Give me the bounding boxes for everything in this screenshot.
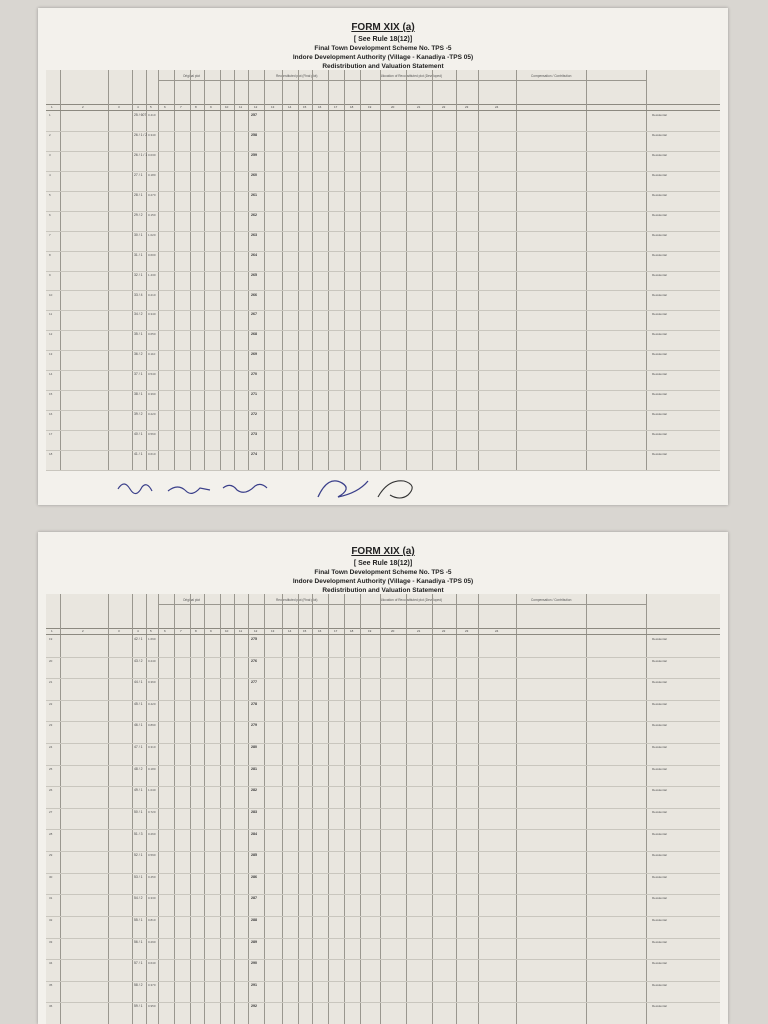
column-number: 14 <box>288 105 292 109</box>
column-number: 18 <box>350 629 354 633</box>
survey-number-cell: 44 / 1 <box>134 680 143 685</box>
column-number: 23 <box>465 629 469 633</box>
column-number: 6 <box>164 105 166 109</box>
table-row <box>46 700 720 723</box>
survey-number-cell: 26 / 1 / 2 <box>134 132 148 137</box>
serial-number-cell: 17 <box>49 432 53 437</box>
survey-number-cell: 49 / 1 <box>134 788 143 793</box>
survey-number-cell: 32 / 1 <box>134 272 143 277</box>
serial-number-cell: 11 <box>49 312 53 317</box>
area-cell: 0.220 <box>148 412 156 417</box>
final-plot-number-cell: 277 <box>251 680 257 685</box>
form-title: FORM XIX (a) <box>351 22 415 33</box>
serial-number-cell: 26 <box>49 788 53 793</box>
serial-number-cell: 5 <box>49 192 51 197</box>
area-cell: 0.640 <box>148 961 156 966</box>
column-number: 1 <box>51 629 53 633</box>
survey-number-cell: 56 / 1 <box>134 939 143 944</box>
serial-number-cell: 25 <box>49 766 53 771</box>
land-use-cell: Residential <box>652 680 667 685</box>
land-use-cell: Residential <box>652 917 667 922</box>
final-plot-number-cell: 264 <box>251 252 257 257</box>
redistribution-table <box>46 70 720 470</box>
final-plot-number-cell: 290 <box>251 961 257 966</box>
area-cell: 0.270 <box>148 192 156 197</box>
area-cell: 0.370 <box>148 982 156 987</box>
survey-number-cell: 53 / 1 <box>134 874 143 879</box>
area-cell: 0.610 <box>148 452 156 457</box>
survey-number-cell: 39 / 2 <box>134 412 143 417</box>
land-use-cell: Residential <box>652 452 667 457</box>
land-use-cell: Residential <box>652 745 667 750</box>
land-use-cell: Residential <box>652 982 667 987</box>
column-number: 11 <box>239 629 243 633</box>
table-row <box>46 450 720 471</box>
survey-number-cell: 41 / 1 <box>134 452 143 457</box>
land-use-cell: Residential <box>652 701 667 706</box>
column-number: 5 <box>150 105 152 109</box>
scheme-name: Final Town Development Scheme No. TPS -5 <box>314 45 452 52</box>
area-cell: 0.650 <box>148 332 156 337</box>
table-row <box>46 330 720 351</box>
column-number: 16 <box>318 629 322 633</box>
area-cell: 1.040 <box>148 788 156 793</box>
serial-number-cell: 28 <box>49 831 53 836</box>
column-number-row <box>46 104 720 111</box>
column-number: 1 <box>51 105 53 109</box>
survey-number-cell: 52 / 1 <box>134 853 143 858</box>
land-use-cell: Residential <box>652 788 667 793</box>
group-header-original: Original plot <box>183 74 201 78</box>
area-cell: 0.310 <box>148 745 156 750</box>
table-row <box>46 743 720 766</box>
column-number: 15 <box>303 105 307 109</box>
form-title: FORM XIX (a) <box>351 546 415 557</box>
authority-name: Indore Development Authority (Village - Kanadiya -TPS 05) <box>292 54 474 61</box>
column-number-row <box>46 628 720 635</box>
group-header-reconstituted: Reconstituted plot (Final plot) <box>276 74 318 78</box>
group-header-original: Original plot <box>183 598 201 602</box>
land-use-cell: Residential <box>652 412 667 417</box>
survey-number-cell: 48 / 2 <box>134 766 143 771</box>
column-number: 20 <box>391 629 395 633</box>
table-row <box>46 1002 720 1024</box>
column-number: 14 <box>288 629 292 633</box>
column-number: 2 <box>82 105 84 109</box>
final-plot-number-cell: 265 <box>251 272 257 277</box>
column-number: 22 <box>442 105 446 109</box>
group-header-reconstituted: Reconstituted plot (Final plot) <box>276 598 318 602</box>
area-cell: 0.410 <box>148 113 156 117</box>
final-plot-number-cell: 282 <box>251 788 257 793</box>
survey-number-cell: 59 / 1 <box>134 1004 143 1009</box>
serial-number-cell: 10 <box>49 292 53 297</box>
column-number: 3 <box>118 629 120 633</box>
final-plot-number-cell: 271 <box>251 392 257 397</box>
area-cell: 0.210 <box>148 292 156 297</box>
final-plot-number-cell: 266 <box>251 292 257 297</box>
serial-number-cell: 19 <box>49 637 53 641</box>
land-use-cell: Residential <box>652 939 667 944</box>
table-row <box>46 894 720 917</box>
column-number: 10 <box>225 629 229 633</box>
column-number: 8 <box>195 629 197 633</box>
column-number: 12 <box>254 105 258 109</box>
survey-number-cell: 58 / 2 <box>134 982 143 987</box>
serial-number-cell: 6 <box>49 212 51 217</box>
serial-number-cell: 29 <box>49 853 53 858</box>
land-use-cell: Residential <box>652 766 667 771</box>
group-header-allocation: Allocation of Reconstituted plot (Developed) <box>380 74 443 78</box>
column-number: 21 <box>417 629 421 633</box>
land-use-cell: Residential <box>652 212 667 217</box>
serial-number-cell: 7 <box>49 232 51 237</box>
column-number: 13 <box>271 105 275 109</box>
area-cell: 0.890 <box>148 723 156 728</box>
land-use-cell: Residential <box>652 809 667 814</box>
column-number: 21 <box>417 105 421 109</box>
table-row <box>46 657 720 680</box>
serial-number-cell: 27 <box>49 809 53 814</box>
serial-number-cell: 1 <box>49 113 51 117</box>
land-use-cell: Residential <box>652 312 667 317</box>
table-row <box>46 430 720 451</box>
land-use-cell: Residential <box>652 658 667 663</box>
serial-number-cell: 33 <box>49 939 53 944</box>
table-row <box>46 191 720 212</box>
table-row <box>46 271 720 292</box>
land-use-cell: Residential <box>652 172 667 177</box>
serial-number-cell: 32 <box>49 917 53 922</box>
column-number: 11 <box>239 105 243 109</box>
area-cell: 0.110 <box>148 352 156 357</box>
survey-number-cell: 26 / 1 / 1 <box>134 152 148 157</box>
final-plot-number-cell: 270 <box>251 372 257 377</box>
final-plot-number-cell: 292 <box>251 1004 257 1009</box>
final-plot-number-cell: 286 <box>251 874 257 879</box>
table-row <box>46 310 720 331</box>
survey-number-cell: 42 / 1 <box>134 637 143 641</box>
land-use-cell: Residential <box>652 961 667 966</box>
final-plot-number-cell: 267 <box>251 312 257 317</box>
survey-number-cell: 27 / 1 <box>134 172 143 177</box>
column-number: 5 <box>150 629 152 633</box>
survey-number-cell: 28 / 1 <box>134 192 143 197</box>
final-plot-number-cell: 258 <box>251 132 257 137</box>
survey-number-cell: 45 / 1 <box>134 701 143 706</box>
column-number: 17 <box>334 629 338 633</box>
area-cell: 0.030 <box>148 152 156 157</box>
area-cell: 0.240 <box>148 658 156 663</box>
table-row <box>46 410 720 431</box>
table-row <box>46 131 720 152</box>
serial-number-cell: 9 <box>49 272 51 277</box>
survey-number-cell: 33 / 4 <box>134 292 143 297</box>
land-use-cell: Residential <box>652 723 667 728</box>
land-use-cell: Residential <box>652 192 667 197</box>
area-cell: 1.690 <box>148 637 156 641</box>
table-row <box>46 211 720 232</box>
table-row <box>46 981 720 1004</box>
survey-number-cell: 57 / 1 <box>134 961 143 966</box>
table-row <box>46 251 720 272</box>
area-cell: 0.340 <box>148 132 156 137</box>
area-cell: 0.260 <box>148 831 156 836</box>
final-plot-number-cell: 276 <box>251 658 257 663</box>
column-number: 9 <box>210 105 212 109</box>
survey-number-cell: 31 / 1 <box>134 252 143 257</box>
table-row <box>46 916 720 939</box>
area-cell: 0.720 <box>148 809 156 814</box>
area-cell: 0.150 <box>148 212 156 217</box>
table-row <box>46 370 720 391</box>
final-plot-number-cell: 287 <box>251 896 257 901</box>
column-number: 4 <box>137 629 139 633</box>
column-number: 20 <box>391 105 395 109</box>
table-row <box>46 959 720 982</box>
serial-number-cell: 31 <box>49 896 53 901</box>
table-row <box>46 111 720 132</box>
column-number: 24 <box>495 629 499 633</box>
final-plot-number-cell: 285 <box>251 853 257 858</box>
page-header <box>38 22 728 70</box>
final-plot-number-cell: 259 <box>251 152 257 157</box>
column-number: 24 <box>495 105 499 109</box>
survey-number-cell: 30 / 1 <box>134 232 143 237</box>
area-cell: 0.600 <box>148 252 156 257</box>
authority-name: Indore Development Authority (Village - Kanadiya -TPS 05) <box>292 578 474 585</box>
table-head <box>46 594 720 629</box>
survey-number-cell: 40 / 1 <box>134 432 143 437</box>
column-number: 8 <box>195 105 197 109</box>
rule-reference: [ See Rule 18(12)] <box>353 36 413 43</box>
land-use-cell: Residential <box>652 392 667 397</box>
group-header-allocation: Allocation of Reconstituted plot (Developed) <box>380 598 443 602</box>
table-row <box>46 873 720 896</box>
document-page-2 <box>38 532 728 1024</box>
final-plot-number-cell: 281 <box>251 766 257 771</box>
column-number: 6 <box>164 629 166 633</box>
column-number: 9 <box>210 629 212 633</box>
land-use-cell: Residential <box>652 232 667 237</box>
final-plot-number-cell: 269 <box>251 352 257 357</box>
column-number: 2 <box>82 629 84 633</box>
final-plot-number-cell: 273 <box>251 432 257 437</box>
land-use-cell: Residential <box>652 152 667 157</box>
signatures <box>108 473 668 505</box>
survey-number-cell: 34 / 2 <box>134 312 143 317</box>
serial-number-cell: 21 <box>49 680 53 685</box>
area-cell: 0.950 <box>148 1004 156 1009</box>
final-plot-number-cell: 284 <box>251 831 257 836</box>
land-use-cell: Residential <box>652 352 667 357</box>
serial-number-cell: 14 <box>49 372 53 377</box>
final-plot-number-cell: 278 <box>251 701 257 706</box>
serial-number-cell: 13 <box>49 352 53 357</box>
column-number: 10 <box>225 105 229 109</box>
statement-title: Redistribution and Valuation Statement <box>322 587 444 594</box>
column-number: 19 <box>368 105 372 109</box>
statement-title: Redistribution and Valuation Statement <box>322 63 444 70</box>
serial-number-cell: 3 <box>49 152 51 157</box>
serial-number-cell: 22 <box>49 701 53 706</box>
final-plot-number-cell: 260 <box>251 172 257 177</box>
table-row <box>46 635 720 658</box>
table-row <box>46 786 720 809</box>
area-cell: 1.020 <box>148 232 156 237</box>
serial-number-cell: 36 <box>49 1004 53 1009</box>
serial-number-cell: 2 <box>49 132 51 137</box>
area-cell: 0.810 <box>148 917 156 922</box>
land-use-cell: Residential <box>652 637 667 641</box>
serial-number-cell: 30 <box>49 874 53 879</box>
table-row <box>46 765 720 788</box>
serial-number-cell: 4 <box>49 172 51 177</box>
area-cell: 0.450 <box>148 874 156 879</box>
serial-number-cell: 12 <box>49 332 53 337</box>
survey-number-cell: 38 / 1 <box>134 392 143 397</box>
final-plot-number-cell: 275 <box>251 637 257 641</box>
table-row <box>46 231 720 252</box>
final-plot-number-cell: 288 <box>251 917 257 922</box>
table-row <box>46 721 720 744</box>
survey-number-cell: 55 / 1 <box>134 917 143 922</box>
land-use-cell: Residential <box>652 432 667 437</box>
final-plot-number-cell: 261 <box>251 192 257 197</box>
land-use-cell: Residential <box>652 292 667 297</box>
column-number: 13 <box>271 629 275 633</box>
final-plot-number-cell: 291 <box>251 982 257 987</box>
land-use-cell: Residential <box>652 252 667 257</box>
land-use-cell: Residential <box>652 831 667 836</box>
land-use-cell: Residential <box>652 332 667 337</box>
table-row <box>46 291 720 312</box>
page-header <box>38 546 728 594</box>
table-row <box>46 830 720 853</box>
area-cell: 0.360 <box>148 680 156 685</box>
serial-number-cell: 23 <box>49 723 53 728</box>
final-plot-number-cell: 263 <box>251 232 257 237</box>
area-cell: 0.330 <box>148 896 156 901</box>
survey-number-cell: 36 / 2 <box>134 352 143 357</box>
redistribution-table <box>46 594 720 1024</box>
column-number: 18 <box>350 105 354 109</box>
table-row <box>46 350 720 371</box>
document-page-1 <box>38 8 728 505</box>
area-cell: 0.390 <box>148 392 156 397</box>
table-row <box>46 171 720 192</box>
serial-number-cell: 18 <box>49 452 53 457</box>
survey-number-cell: 46 / 1 <box>134 723 143 728</box>
land-use-cell: Residential <box>652 113 667 117</box>
serial-number-cell: 16 <box>49 412 53 417</box>
survey-number-cell: 43 / 2 <box>134 658 143 663</box>
serial-number-cell: 24 <box>49 745 53 750</box>
rule-reference: [ See Rule 18(12)] <box>353 560 413 567</box>
area-cell: 0.590 <box>148 853 156 858</box>
final-plot-number-cell: 272 <box>251 412 257 417</box>
table-row <box>46 851 720 874</box>
land-use-cell: Residential <box>652 132 667 137</box>
final-plot-number-cell: 283 <box>251 809 257 814</box>
survey-number-cell: 47 / 1 <box>134 745 143 750</box>
survey-number-cell: 25 / 607 <box>134 113 147 117</box>
area-cell: 1.430 <box>148 272 156 277</box>
serial-number-cell: 20 <box>49 658 53 663</box>
table-head <box>46 70 720 105</box>
group-header-compensation: Compensation / Contribution <box>531 598 572 602</box>
land-use-cell: Residential <box>652 272 667 277</box>
area-cell: 0.340 <box>148 312 156 317</box>
column-number: 19 <box>368 629 372 633</box>
final-plot-number-cell: 274 <box>251 452 257 457</box>
column-number: 7 <box>180 629 182 633</box>
land-use-cell: Residential <box>652 896 667 901</box>
final-plot-number-cell: 262 <box>251 212 257 217</box>
land-use-cell: Residential <box>652 372 667 377</box>
area-cell: 0.540 <box>148 372 156 377</box>
column-number: 22 <box>442 629 446 633</box>
final-plot-number-cell: 289 <box>251 939 257 944</box>
survey-number-cell: 54 / 2 <box>134 896 143 901</box>
land-use-cell: Residential <box>652 853 667 858</box>
survey-number-cell: 35 / 1 <box>134 332 143 337</box>
table-row <box>46 390 720 411</box>
serial-number-cell: 15 <box>49 392 53 397</box>
area-cell: 0.290 <box>148 939 156 944</box>
column-number: 3 <box>118 105 120 109</box>
serial-number-cell: 8 <box>49 252 51 257</box>
column-number: 12 <box>254 629 258 633</box>
scheme-name: Final Town Development Scheme No. TPS -5 <box>314 569 452 576</box>
survey-number-cell: 51 / 3 <box>134 831 143 836</box>
survey-number-cell: 50 / 1 <box>134 809 143 814</box>
serial-number-cell: 34 <box>49 961 53 966</box>
column-number: 17 <box>334 105 338 109</box>
land-use-cell: Residential <box>652 1004 667 1009</box>
table-row <box>46 808 720 831</box>
area-cell: 0.180 <box>148 766 156 771</box>
area-cell: 0.560 <box>148 432 156 437</box>
survey-number-cell: 29 / 2 <box>134 212 143 217</box>
serial-number-cell: 35 <box>49 982 53 987</box>
land-use-cell: Residential <box>652 874 667 879</box>
column-number: 16 <box>318 105 322 109</box>
column-number: 15 <box>303 629 307 633</box>
group-header-compensation: Compensation / Contribution <box>531 74 572 78</box>
final-plot-number-cell: 257 <box>251 113 257 117</box>
area-cell: 0.180 <box>148 172 156 177</box>
final-plot-number-cell: 280 <box>251 745 257 750</box>
final-plot-number-cell: 279 <box>251 723 257 728</box>
column-number: 4 <box>137 105 139 109</box>
column-number: 23 <box>465 105 469 109</box>
table-row <box>46 678 720 701</box>
survey-number-cell: 37 / 1 <box>134 372 143 377</box>
table-row <box>46 151 720 172</box>
table-row <box>46 938 720 961</box>
column-number: 7 <box>180 105 182 109</box>
final-plot-number-cell: 268 <box>251 332 257 337</box>
area-cell: 0.420 <box>148 701 156 706</box>
